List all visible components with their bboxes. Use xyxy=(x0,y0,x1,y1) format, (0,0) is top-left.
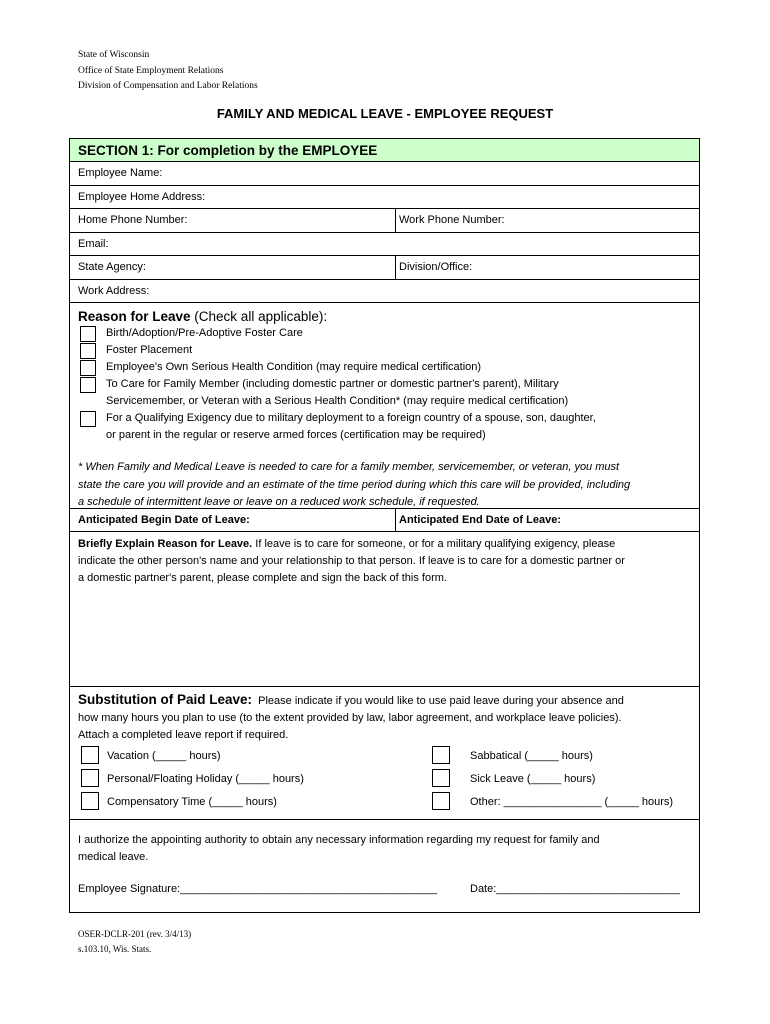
header-state: State of Wisconsin xyxy=(78,50,150,60)
authorization-section xyxy=(70,820,699,912)
reason-heading-bold: Reason for Leave xyxy=(78,309,191,324)
email-label: Email: xyxy=(78,237,109,250)
division-office-field[interactable] xyxy=(396,256,699,279)
birth-adoption-label: Birth/Adoption/Pre-Adoptive Foster Care xyxy=(106,327,303,339)
home-address-label: Employee Home Address: xyxy=(78,190,206,203)
care-note-line-2: state the care you will provide and an estimate of the time period during which this care will be provided, including xyxy=(78,478,631,491)
signature-date-field[interactable]: Date:______________________________ xyxy=(470,883,680,895)
sabbatical-checkbox[interactable] xyxy=(432,746,450,764)
home-address-field[interactable] xyxy=(70,186,699,210)
substitution-section xyxy=(70,687,699,820)
form-title: FAMILY AND MEDICAL LEAVE - EMPLOYEE REQUEST xyxy=(216,106,554,121)
sick-leave-checkbox[interactable] xyxy=(432,769,450,787)
authorization-line-1: I authorize the appointing authority to obtain any necessary information regarding my request for family and xyxy=(78,834,600,846)
work-phone-field[interactable] xyxy=(396,209,699,232)
family-care-label-1: To Care for Family Member (including domestic partner or domestic partner's parent), Military xyxy=(106,378,559,390)
form-table xyxy=(69,138,700,913)
care-note xyxy=(78,459,693,512)
state-agency-label: State Agency: xyxy=(78,261,146,273)
family-care-label-2: Servicemember, or Veteran with a Serious Health Condition* (may require medical certification) xyxy=(106,395,569,407)
begin-date-label: Anticipated Begin Date of Leave: xyxy=(78,514,250,526)
care-note-line-1: * When Family and Medical Leave is needed to care for a family member, servicemember, or veteran, you must xyxy=(78,461,620,473)
vacation-label: Vacation (_____ hours) xyxy=(107,750,221,762)
birth-adoption-checkbox[interactable] xyxy=(80,326,96,342)
substitution-line-3: Attach a completed leave report if required. xyxy=(78,729,289,741)
employee-name-field[interactable] xyxy=(70,162,699,186)
employee-name-label: Employee Name: xyxy=(78,167,163,179)
other-leave-checkbox[interactable] xyxy=(432,792,450,810)
other-leave-label: Other: ________________ (_____ hours) xyxy=(470,796,674,808)
qualifying-exigency-label-2: or parent in the regular or reserve armed forces (certification may be required) xyxy=(106,429,486,441)
own-health-checkbox[interactable] xyxy=(80,360,96,376)
header-office: Office of State Employment Relations xyxy=(78,66,224,76)
reason-for-leave-section xyxy=(70,303,699,509)
end-date-field[interactable] xyxy=(396,509,699,531)
end-date-label: Anticipated End Date of Leave: xyxy=(399,514,561,526)
explain-heading: Briefly Explain Reason for Leave. xyxy=(78,538,253,550)
qualifying-exigency-label-1: For a Qualifying Exigency due to military deployment to a foreign country of a spouse, son, daughter, xyxy=(106,412,596,424)
family-care-checkbox[interactable] xyxy=(80,377,96,393)
section-1-header: SECTION 1: For completion by the EMPLOYEE xyxy=(70,139,699,162)
qualifying-exigency-checkbox[interactable] xyxy=(80,411,96,427)
sabbatical-label: Sabbatical (_____ hours) xyxy=(470,750,593,762)
care-note-line-3: a schedule of intermittent leave or leave on a reduced work schedule, if requested. xyxy=(78,496,480,508)
vacation-checkbox[interactable] xyxy=(81,746,99,764)
work-address-label: Work Address: xyxy=(78,284,150,297)
reason-heading-rest: (Check all applicable): xyxy=(190,309,328,324)
begin-date-field[interactable] xyxy=(70,509,396,531)
substitution-line-1: Please indicate if you would like to use paid leave during your absence and xyxy=(258,695,624,707)
personal-holiday-label: Personal/Floating Holiday (_____ hours) xyxy=(107,773,304,785)
agency-row xyxy=(70,256,699,280)
authorization-line-2: medical leave. xyxy=(78,851,149,863)
substitution-heading: Substitution of Paid Leave: xyxy=(78,692,253,707)
form-number: OSER-DCLR-201 (rev. 3/4/13) xyxy=(78,929,192,939)
explain-line-1: If leave is to care for someone, or for a military qualifying exigency, please xyxy=(252,538,616,550)
work-phone-label: Work Phone Number: xyxy=(399,214,505,226)
compensatory-label: Compensatory Time (_____ hours) xyxy=(107,796,277,808)
substitution-line-2: how many hours you plan to use (to the extent provided by law, labor agreement, and workplace leave policies). xyxy=(78,712,622,724)
foster-placement-label: Foster Placement xyxy=(106,344,193,356)
explain-line-3: a domestic partner's parent, please complete and sign the back of this form. xyxy=(78,572,447,584)
leave-dates-row xyxy=(70,509,699,532)
own-health-label: Employee's Own Serious Health Condition (may require medical certification) xyxy=(106,361,482,373)
statute-reference: s.103.10, Wis. Stats. xyxy=(78,944,152,954)
personal-holiday-checkbox[interactable] xyxy=(81,769,99,787)
sick-leave-label: Sick Leave (_____ hours) xyxy=(470,773,596,785)
employee-signature-field[interactable]: Employee Signature:__________________________________________ xyxy=(78,883,438,895)
compensatory-checkbox[interactable] xyxy=(81,792,99,810)
explain-reason-field[interactable] xyxy=(70,532,699,687)
header-division: Division of Compensation and Labor Relations xyxy=(78,81,258,91)
reason-heading xyxy=(78,309,699,324)
email-field[interactable] xyxy=(70,233,699,257)
work-address-field[interactable] xyxy=(70,280,699,304)
division-office-label: Division/Office: xyxy=(399,261,473,273)
home-phone-label: Home Phone Number: xyxy=(78,214,188,226)
state-agency-field[interactable] xyxy=(70,256,396,279)
foster-placement-checkbox[interactable] xyxy=(80,343,96,359)
explain-line-2: indicate the other person's name and your relationship to that person. If leave is to care for a domestic partner or xyxy=(78,555,625,567)
phone-row xyxy=(70,209,699,233)
home-phone-field[interactable] xyxy=(70,209,396,232)
